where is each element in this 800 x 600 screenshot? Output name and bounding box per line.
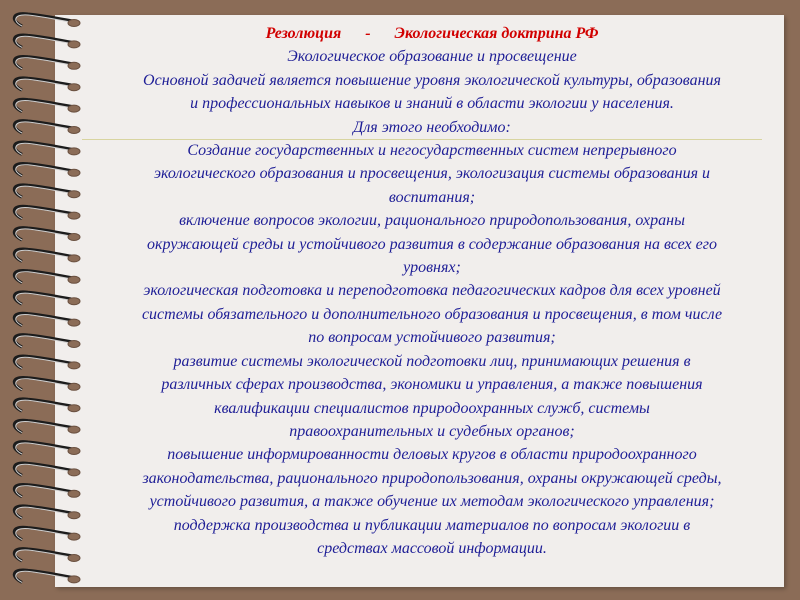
body-line: окружающей среды и устойчивого развития в содержание образования на всех его <box>147 235 717 253</box>
body-line: включение вопросов экологии, рационального природопользования, охраны <box>179 212 685 230</box>
slide-text <box>62 22 800 560</box>
body-line: поддержка производства и публикации материалов по вопросам экологии в <box>173 516 691 534</box>
body-line: уровнях; <box>403 259 461 277</box>
body-line: Основной задачей является повышение уровня экологической культуры, образования <box>143 71 721 89</box>
body-text <box>62 69 800 561</box>
body-line: повышение информированности деловых кругов в области природоохранного <box>167 446 697 464</box>
body-line: квалификации специалистов природоохранных служб, системы <box>214 399 650 417</box>
body-line: Для этого необходимо: <box>353 118 511 136</box>
body-line: системы обязательного и дополнительного образования и просвещения, в том числе <box>141 305 723 323</box>
body-line: экологического образования и просвещения, экологизация системы образования и <box>153 165 711 183</box>
body-line: развитие системы экологической подготовки лиц, принимающих решения в <box>173 352 691 370</box>
body-line: и профессиональных навыков и знаний в области экологии у населения. <box>190 95 674 113</box>
body-line: различных сферах производства, экономики и управления, а также повышения <box>161 376 703 394</box>
slide-subtitle: Экологическое образование и просвещение <box>287 48 577 66</box>
body-line: правоохранительных и судебных органов; <box>289 422 575 440</box>
body-line: Создание государственных и негосударственных систем непрерывного <box>187 142 677 160</box>
body-line: законодательства, рационального природопользования, охраны окружающей среды, <box>142 469 722 487</box>
body-line: воспитания; <box>388 188 476 206</box>
body-line: по вопросам устойчивого развития; <box>308 329 556 347</box>
slide-title: Резолюция - Экологическая доктрина РФ <box>265 25 599 42</box>
body-line: экологическая подготовка и переподготовка педагогических кадров для всех уровней <box>143 282 721 300</box>
spiral-ring <box>14 570 80 583</box>
body-line: устойчивого развития, а также обучение их методам экологического управления; <box>149 493 715 511</box>
body-line: средствах массовой информации. <box>317 539 547 557</box>
